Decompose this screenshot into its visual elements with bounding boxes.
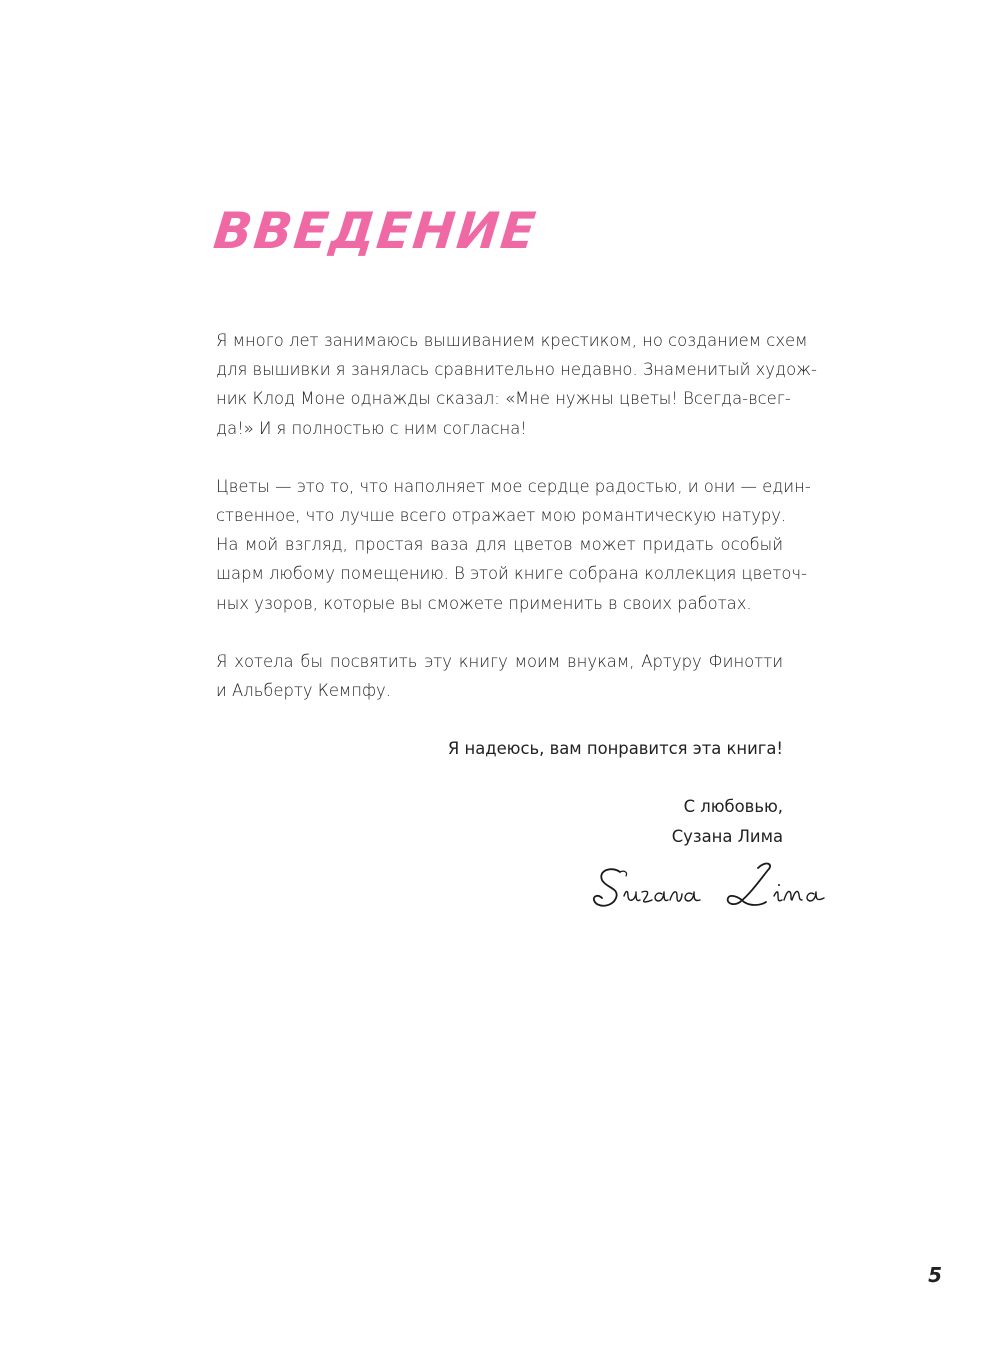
sign-off [216, 792, 783, 850]
paragraph-1 [216, 326, 817, 443]
paragraph-3 [216, 647, 783, 705]
sign-off-author: Сузана Лима [671, 826, 783, 846]
closing-line: Я надеюсь, вам понравится эта книга! [447, 739, 783, 759]
text-line: и Альберту Кемпфу. [216, 681, 391, 701]
text-line: шарм любому помещению. В этой книге собрана коллекция цветоч- [216, 564, 807, 584]
text-line: для вышивки я занялась сравнительно недавно. Знаменитый худож- [216, 360, 817, 380]
paragraph-2 [216, 472, 811, 618]
text-line: Цветы — это то, что наполняет мое сердце радостью, и они — един- [216, 476, 811, 496]
sign-off-greeting: С любовью, [683, 797, 783, 817]
body-text [216, 326, 817, 851]
text-line: ных узоров, которые вы сможете применить в своих работах. [216, 593, 752, 613]
text-line: Я много лет занимаюсь вышиванием крестиком, но созданием схем [216, 331, 808, 350]
text-line: На мой взгляд, простая ваза для цветов может придать особый [216, 535, 783, 555]
page-number: 5 [928, 1263, 942, 1287]
text-line: ник Клод Моне однажды сказал: «Мне нужны цветы! Всегда-всег- [216, 389, 791, 409]
handwritten-signature [590, 858, 840, 918]
page-heading: ВВЕДЕНИЕ [210, 202, 540, 260]
text-line: Я хотела бы посвятить эту книгу моим внукам, Артуру Финотти [216, 651, 783, 671]
text-line: ственное, что лучше всего отражает мою романтическую натуру. [216, 506, 787, 526]
text-line: да!» И я полностью с ним согласна! [216, 418, 527, 438]
